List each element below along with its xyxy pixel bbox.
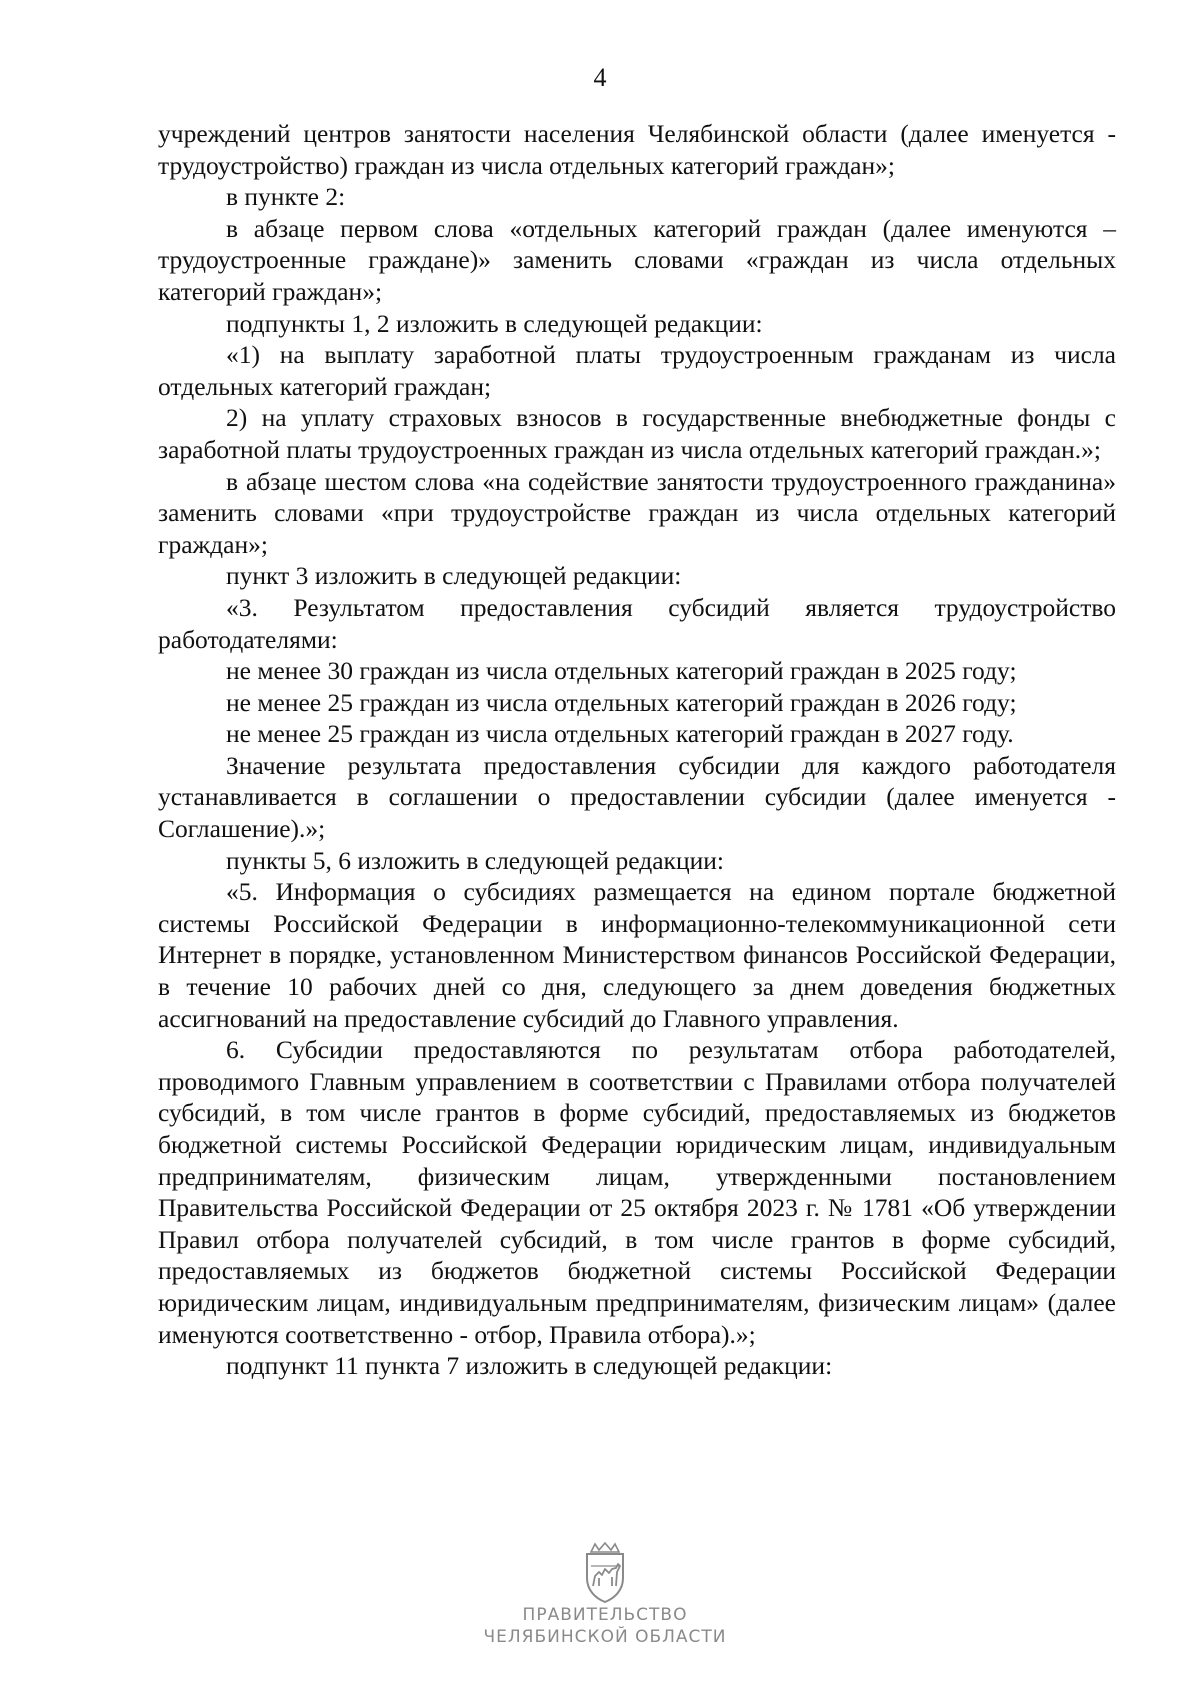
paragraph: не менее 25 граждан из числа отдельных категорий граждан в 2027 году. [226, 719, 1014, 749]
paragraph: 2) на уплату страховых взносов в государственные внебюджетные фонды с заработной платы трудоустроенных граждан из числа отдельных категорий граждан.»; [158, 403, 1116, 464]
page-number: 4 [593, 63, 607, 92]
seal-line-1: ПРАВИТЕЛЬСТВО [522, 1605, 688, 1625]
paragraph: «3. Результатом предоставления субсидий является трудоустройство работодателями: [158, 592, 1116, 654]
paragraph: пункт 3 изложить в следующей редакции: [226, 561, 682, 591]
paragraph: в пункте 2: [226, 182, 346, 212]
paragraph: 6. Субсидии предоставляются по результатам отбора работодателей, проводимого Главным управлением в соответствии с Правилами отбора получателей субсидий, в том числе грантов в форме субсидий, предоставляемых из бюджетов бюджетной системы Российской Федерации юридическим лицам, индивидуальным предпринимателям, физическим лицам, утвержденными постановлением Правительства Российской Федерации от 25 октября 2023 г. № 1781 «Об утверждении Правил отбора получателей субсидий, в том числе грантов в форме субсидий, предоставляемых из бюджетов бюджетной системы Российской Федерации юридическим лицам, индивидуальным предпринимателям, физическим лицам» (далее именуются соответственно - отбор, Правила отбора).»; [158, 1035, 1116, 1349]
paragraph: в абзаце шестом слова «на содействие занятости трудоустроенного гражданина» заменить словами «при трудоустройстве граждан из числа отдельных категорий граждан»; [158, 466, 1116, 559]
chelyabinsk-coat-of-arms-icon [470, 1542, 740, 1604]
paragraph: «5. Информация о субсидиях размещается на едином портале бюджетной системы Российской Федерации в информационно-телекоммуникационной сети Интернет в порядке, установленном Министерством финансов Российской Федерации, в течение 10 рабочих дней со дня, следующего за днем доведения бюджетных ассигнований на предоставление субсидий до Главного управления. [158, 877, 1116, 1033]
government-seal [470, 1542, 740, 1682]
paragraph: учреждений центров занятости населения Челябинской области (далее именуется - трудоустройство) граждан из числа отдельных категорий граждан»; [158, 119, 1116, 180]
paragraph: Значение результата предоставления субсидии для каждого работодателя устанавливается в соглашении о предоставлении субсидии (далее именуется - Соглашение).»; [158, 750, 1116, 844]
seal-line-2: ЧЕЛЯБИНСКОЙ ОБЛАСТИ [483, 1627, 727, 1647]
paragraph: «1) на выплату заработной платы трудоустроенным гражданам из числа отдельных категорий граждан; [158, 340, 1116, 401]
paragraph: не менее 30 граждан из числа отдельных категорий граждан в 2025 году; [226, 656, 1017, 686]
document-body [158, 118, 1116, 1382]
paragraph: в абзаце первом слова «отдельных категорий граждан (далее именуются – трудоустроенные граждане)» заменить словами «граждан из числа отдельных категорий граждан»; [158, 213, 1116, 306]
paragraph: пункты 5, 6 изложить в следующей редакции: [226, 845, 724, 875]
paragraph: подпункт 11 пункта 7 изложить в следующей редакции: [226, 1351, 833, 1381]
paragraph: не менее 25 граждан из числа отдельных категорий граждан в 2026 году; [226, 687, 1017, 717]
paragraph: подпункты 1, 2 изложить в следующей редакции: [226, 308, 763, 338]
